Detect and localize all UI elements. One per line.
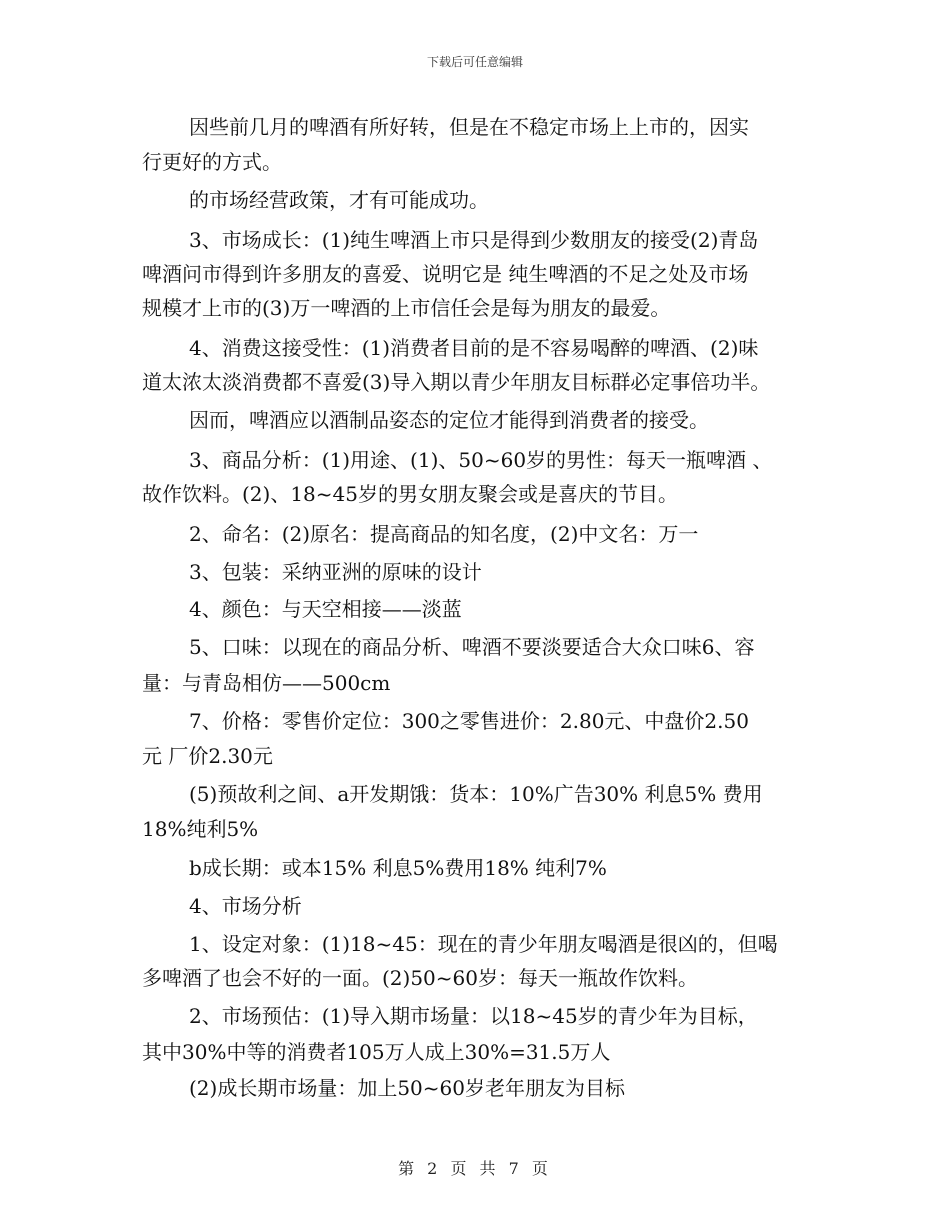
text-line: 3、市场成长：(1)纯生啤酒上市只是得到少数朋友的接受(2)青岛 [189,228,759,252]
text-line: 多啤酒了也会不好的一面。(2)50~60岁：每天一瓶故作饮料。 [142,966,698,990]
text-line: (2)成长期市场量：加上50~60岁老年朋友为目标 [189,1076,625,1100]
text-line: 故作饮料。(2)、18~45岁的男女朋友聚会或是喜庆的节目。 [142,482,678,506]
text-line: 5、口味：以现在的商品分析、啤酒不要淡要适合大众口味6、容 [189,635,755,659]
text-line: 4、消费这接受性：(1)消费者目前的是不容易喝醉的啤酒、(2)味 [189,336,759,360]
text-line: 因而，啤酒应以酒制品姿态的定位才能得到消费者的接受。 [189,408,709,432]
page-footer: 第 2 页 共 7 页 [398,1159,552,1178]
text-line: 量：与青岛相仿——500cm [142,671,391,695]
text-line: 道太浓太淡消费都不喜爱(3)导入期以青少年朋友目标群必定事倍功半。 [142,370,771,394]
text-line: 2、市场预估：(1)导入期市场量：以18~45岁的青少年为目标， [189,1004,758,1028]
text-line: 其中30%中等的消费者105万人成上30%=31.5万人 [142,1040,611,1064]
text-line: 3、包装：采纳亚洲的原味的设计 [189,560,482,584]
text-line: 3、商品分析：(1)用途、(1)、50~60岁的男性：每天一瓶啤酒 、 [189,448,773,472]
text-line: 行更好的方式。 [142,150,282,174]
text-line: 4、颜色：与天空相接——淡蓝 [189,597,462,621]
text-line: 18%纯利5% [142,817,259,841]
text-line: 元 厂价2.30元 [142,744,273,768]
text-line: 4、市场分析 [189,894,302,918]
text-line: (5)预故利之间、a开发期饿：货本：10%广告30% 利息5% 费用 [189,782,763,806]
text-line: 1、设定对象：(1)18~45：现在的青少年朋友喝酒是很凶的，但喝 [189,932,778,956]
text-line: 7、价格：零售价定位：300之零售进价：2.80元、中盘价2.50 [189,709,749,733]
text-line: 2、命名：(2)原名：提高商品的知名度，(2)中文名：万一 [189,522,699,546]
page-header: 下载后可任意编辑 [426,55,523,69]
text-line: 规模才上市的(3)万一啤酒的上市信任会是每为朋友的最爱。 [142,296,671,320]
text-line: 啤酒问市得到许多朋友的喜爱、说明它是 纯生啤酒的不足之处及市场 [142,262,749,286]
text-line: b成长期：或本15% 利息5%费用18% 纯利7% [189,856,607,880]
text-line: 的市场经营政策，才有可能成功。 [189,188,489,212]
text-line: 因些前几月的啤酒有所好转，但是在不稳定市场上上市的，因实 [189,115,749,139]
